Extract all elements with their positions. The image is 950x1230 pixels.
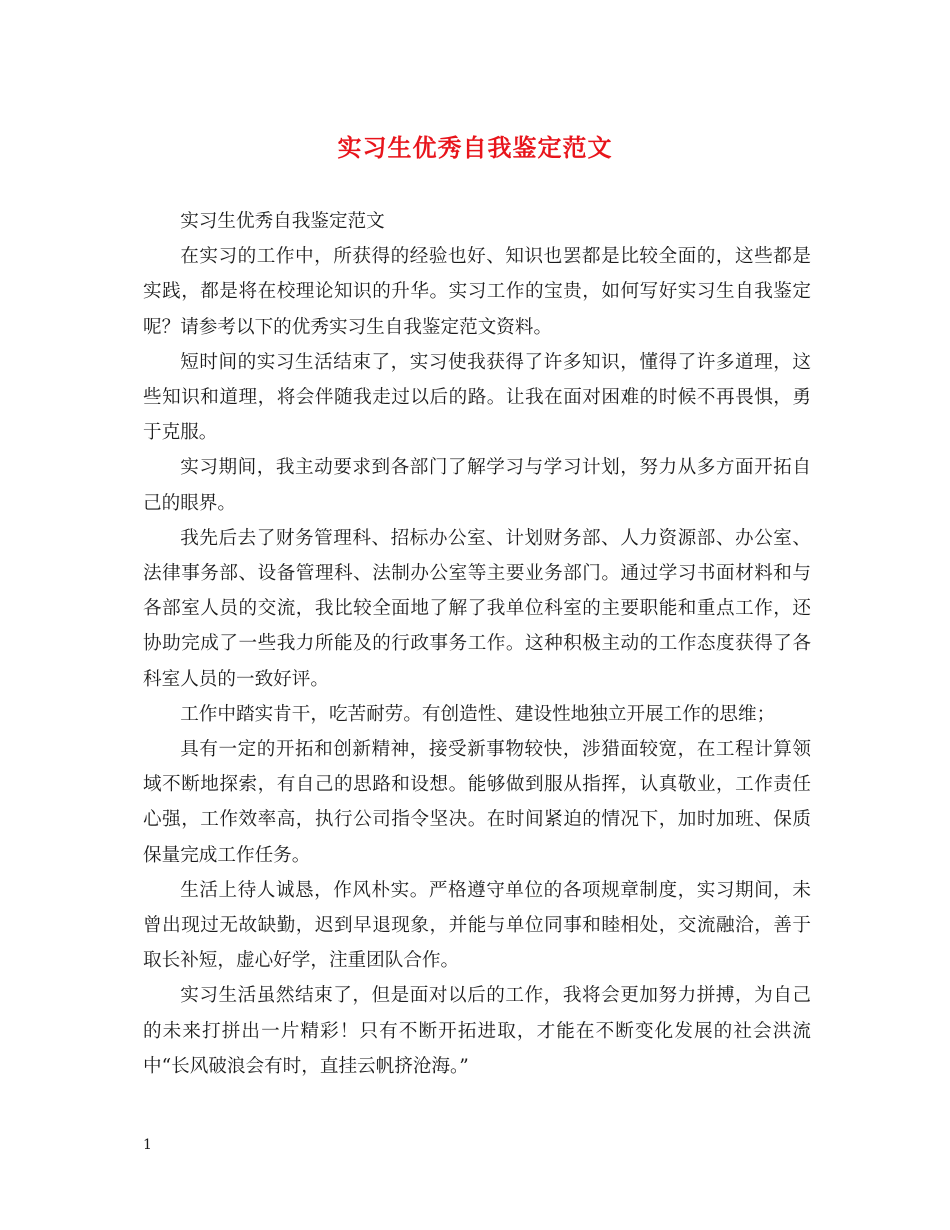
body-paragraph: 在实习的工作中，所获得的经验也好、知识也罢都是比较全面的，这些都是实践，都是将在校理论知识的升华。实习工作的宝贵，如何写好实习生自我鉴定呢？请参考以下的优秀实习生自我鉴定范文资料。 [143, 246, 811, 338]
body-paragraph: 我先后去了财务管理科、招标办公室、计划财务部、人力资源部、办公室、法律事务部、设备管理科、法制办公室等主要业务部门。通过学习书面材料和与各部室人员的交流，我比较全面地了解了我单位科室的主要职能和重点工作，还协助完成了一些我力所能及的行政事务工作。这种积极主动的工作态度获得了各科室人员的一致好评。 [143, 527, 811, 690]
body-paragraph: 具有一定的开拓和创新精神，接受新事物较快，涉猎面较宽，在工程计算领域不断地探索，有自己的思路和设想。能够做到服从指挥，认真敬业，工作责任心强，工作效率高，执行公司指令坚决。在时间紧迫的情况下，加时加班、保质保量完成工作任务。 [143, 739, 811, 866]
body-paragraph: 短时间的实习生活结束了，实习使我获得了许多知识，懂得了许多道理，这些知识和道理，将会伴随我走过以后的路。让我在面对困难的时候不再畏惧，勇于克服。 [143, 351, 811, 444]
document-body [143, 204, 811, 1084]
body-paragraph: 生活上待人诚恳，作风朴实。严格遵守单位的各项规章制度，实习期间，未曾出现过无故缺勤，迟到早退现象，并能与单位同事和睦相处，交流融洽，善于取长补短，虚心好学，注重团队合作。 [143, 879, 811, 972]
document-title: 实习生优秀自我鉴定范文 [337, 133, 613, 162]
body-paragraph: 实习生优秀自我鉴定范文 [180, 211, 385, 232]
page-number: 1 [143, 1137, 152, 1153]
body-paragraph: 实习期间，我主动要求到各部门了解学习与学习计划，努力从多方面开拓自己的眼界。 [143, 457, 811, 514]
body-paragraph: 工作中踏实肯干，吃苦耐劳。有创造性、建设性地独立开展工作的思维； [180, 703, 776, 725]
body-paragraph: 实习生活虽然结束了，但是面对以后的工作，我将会更加努力拼搏，为自己的未来打拼出一片精彩！只有不断开拓进取，才能在不断变化发展的社会洪流中“长风破浪会有时，直挂云帆挤沧海。” [143, 985, 811, 1077]
